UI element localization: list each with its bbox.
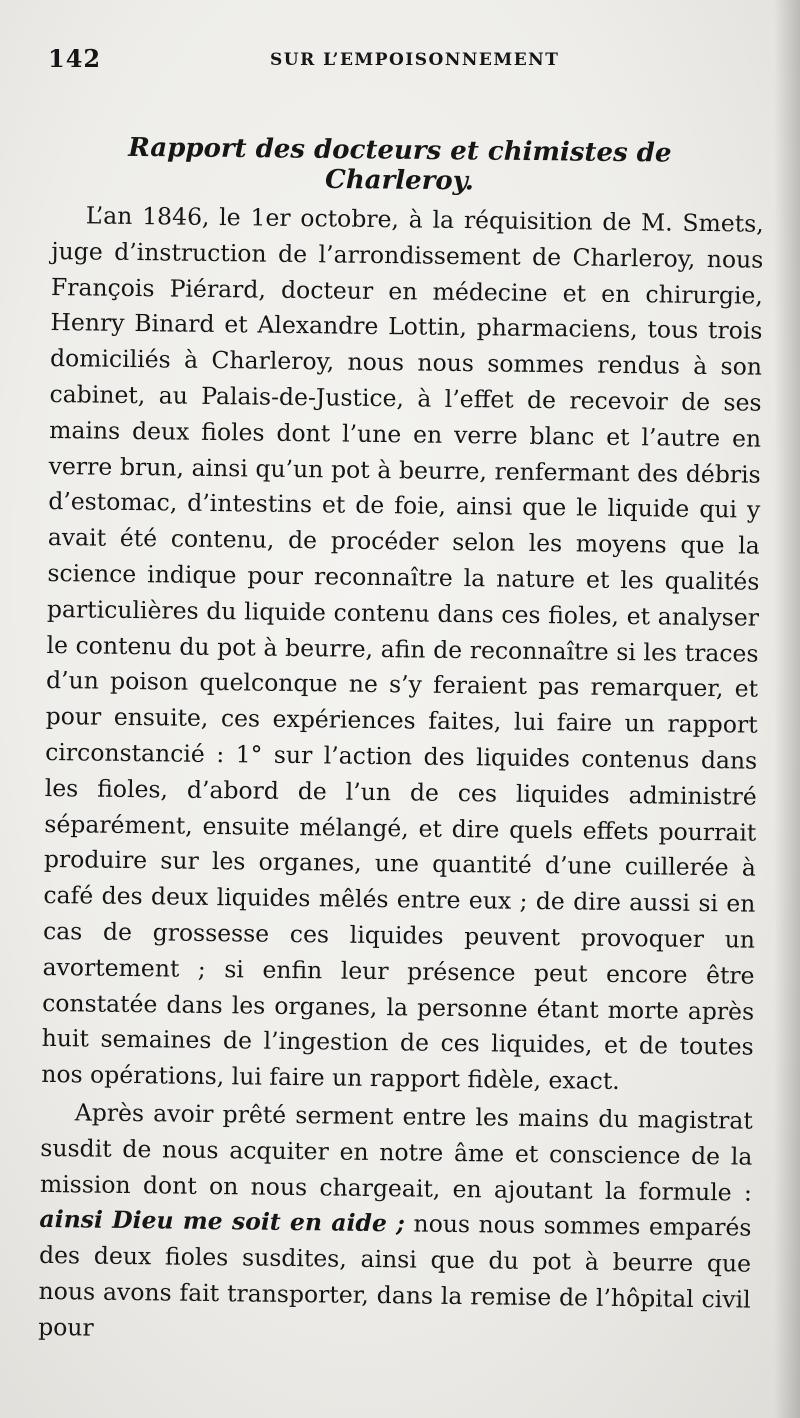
running-title: SUR L’EMPOISONNEMENT <box>270 50 560 70</box>
paragraph-1: L’an 1846, le 1er octobre, à la réquisition de M. Smets, juge d’instruction de l’arrondissement de Charleroy, nous François Piérard, docteur en médecine et en chirurgie, Henry Binard et Alexandre Lottin, pharmaciens, tous trois domiciliés à Charleroy, nous nous sommes rendus à son cabinet, au Palais-de-Justice, à l’effet de recevoir de ses mains deux fioles dont l’une en verre blanc et l’autre en verre brun, ainsi qu’un pot à beurre, renfermant des débris d’estomac, d’intestins et de foie, ainsi que le liquide qui y avait été contenu, de procéder selon les moyens que la science indique pour reconnaître la nature et les qualités particulières du liquide contenu dans ces fioles, et analyser le contenu du pot à beurre, afin de reconnaître si les traces d’un poison quelconque ne s’y feraient pas remarquer, et pour ensuite, ces expériences faites, lui faire un rapport circonstancié : 1° sur l’action des liquides contenus dans les fioles, d’abord de l’un de ces liquides administré séparément, ensuite mélangé, et dire quels effets pourrait produire sur les organes, une quantité d’une cuillerée à café des deux liquides mêlés entre eux ; de dire aussi si en cas de grossesse ces liquides peuvent provoquer un avortement ; si enfin leur présence peut encore être constatée dans les organes, la personne étant morte après huit semaines de l’ingestion de ces liquides, et de toutes nos opérations, lui faire un rapport fidèle, exact. <box>41 201 764 1096</box>
paragraph-2-italic-formula: ainsi Dieu me soit en aide ; <box>39 1205 406 1238</box>
page-header <box>48 44 756 80</box>
body-text <box>38 198 764 1354</box>
page-number: 142 <box>48 44 102 73</box>
paragraph-2-text-after: nous nous sommes emparés des deux fioles susdites, ainsi que du pot à beurre que nous avons fait transporter, dans la remise de l’hôpital civil pour <box>38 1209 752 1342</box>
paragraph-2 <box>38 1095 753 1354</box>
page-edge-shadow <box>774 0 800 1418</box>
section-heading: Rapport des docteurs et chimistes de Charleroy. <box>128 132 672 197</box>
paragraph-2-text-before: Après avoir prêté serment entre les mains du magistrat susdit de nous acquiter en notre âme et conscience de la mission dont on nous chargeait, en ajoutant la formule : <box>39 1098 753 1207</box>
